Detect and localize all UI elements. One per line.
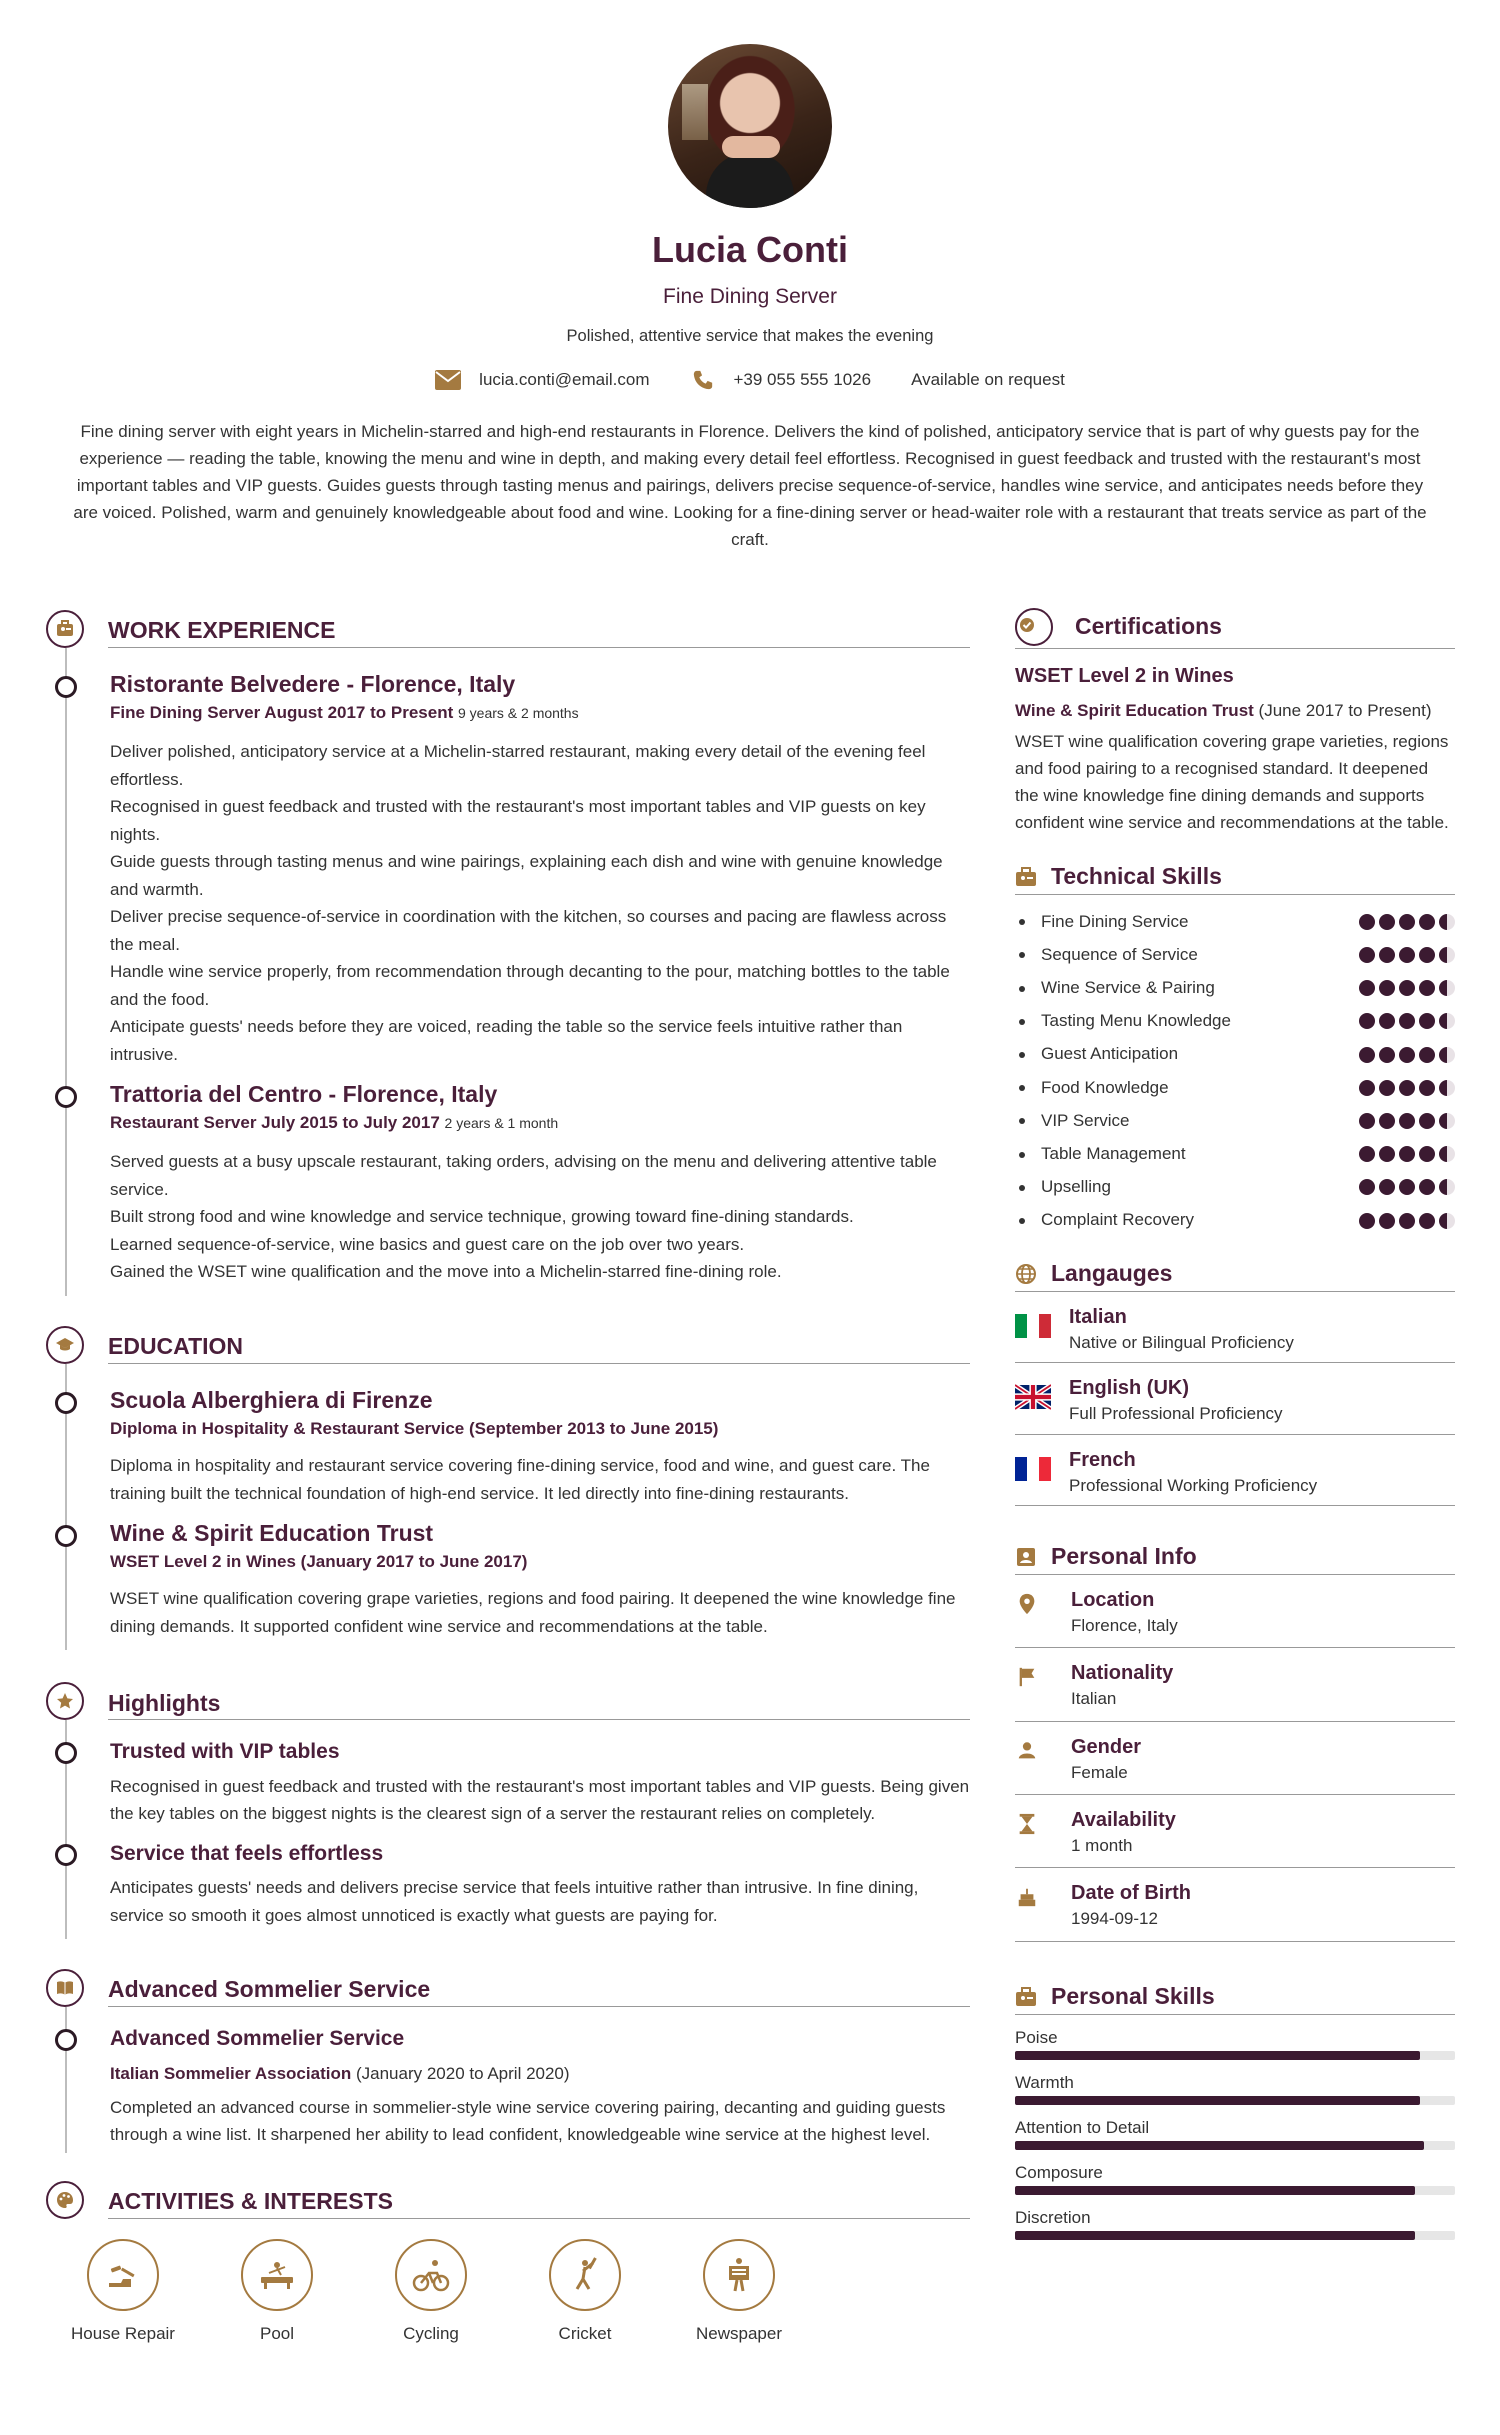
email-contact[interactable] [435,367,649,393]
rating-dot [1379,1213,1395,1229]
technical-skill-item [1015,1071,1455,1104]
skill-rating [1359,914,1455,930]
work-entry [110,670,970,1068]
skill-rating [1359,1047,1455,1063]
bullet-line: Anticipate guests' needs before they are voiced, reading the table so the service feels intuitive rather than intrusive. [110,1017,903,1064]
rating-dot [1439,1146,1455,1162]
personal-skills-section [1015,1982,1455,2240]
candidate-name: Lucia Conti [652,229,848,270]
skill-bar-fill [1015,2051,1420,2060]
languages-section [1015,1259,1455,1506]
interest-label: Cricket [558,2323,612,2343]
highlights-section [46,1680,970,1939]
technical-skills-list [1015,905,1455,1237]
cycling-icon [409,2253,453,2297]
section-title: EDUCATION [108,1332,970,1364]
briefcase-icon [1015,866,1037,888]
skill-bar-fill [1015,2141,1424,2150]
skill-rating [1359,1213,1455,1229]
course-description: Completed an advanced course in sommelier-style wine service covering pairing, decanting and guiding guests through a wine list. It sharpened her ability to lead confident, knowledgeable wine service at the highest level. [110,2097,946,2145]
rating-dot [1359,1213,1375,1229]
rating-dot [1359,980,1375,996]
activities-section [46,2179,970,2347]
course-entry [110,2025,970,2149]
info-key: Date of Birth [1071,1882,1191,1905]
rating-dot [1439,1013,1455,1029]
skill-name: Composure [1015,2162,1103,2182]
profile-summary: Fine dining server with eight years in Michelin-starred and high-end restaurants in Florence. Delivers the kind of polished, anticipatory service that is part of why guests pay for the experience — reading the table, knowing the menu and wine in depth, and making every detail feel effortless. Recognised in guest feedback and trusted with the restaurant's most important tables and VIP guests. Guides guests through tasting menus and pairings, delivers precise sequence-of-service, handles wine service, and anticipates needs before they are voiced. Polished, warm and genuinely knowledgeable about food and wine. Looking for a fine-dining server or head-waiter role with a restaurant that treats service as part of the craft. [73,421,1427,549]
section-title: Technical Skills [1051,863,1222,890]
rating-dot [1439,980,1455,996]
info-value: 1994-09-12 [1071,1909,1158,1929]
school-title: Scuola Alberghiera di Firenze [110,1386,433,1413]
profile-photo [668,44,832,208]
location-pin-icon [1017,1593,1037,1615]
phone-icon [690,369,716,391]
course-title: Advanced Sommelier Service [110,2027,405,2051]
info-key: Gender [1071,1735,1142,1758]
contact-row [0,367,1500,393]
id-card-icon [1015,1546,1037,1568]
rating-dot [1399,1013,1415,1029]
section-title: WORK EXPERIENCE [108,616,970,648]
pool-icon [255,2253,299,2297]
rating-dot [1419,1047,1435,1063]
timeline-dot [55,2029,77,2051]
rating-dot [1379,1047,1395,1063]
rating-dot [1419,1146,1435,1162]
section-title: Personal Info [1051,1543,1197,1570]
flag-icon [1017,1666,1037,1688]
interest-item [508,2239,662,2347]
person-icon [1017,1740,1037,1762]
rating-dot [1379,980,1395,996]
skill-rating [1359,947,1455,963]
skill-rating [1359,980,1455,996]
section-title: ACTIVITIES & INTERESTS [108,2187,970,2219]
italy-flag-icon [1015,1312,1051,1340]
rating-dot [1399,1080,1415,1096]
rating-dot [1419,1080,1435,1096]
duration: 2 years & 1 month [444,1115,559,1132]
rating-dot [1439,1113,1455,1129]
france-flag-icon [1015,1455,1051,1483]
language-item [1015,1292,1455,1363]
house-repair-icon [101,2253,145,2297]
education-description: WSET wine qualification covering grape varieties, regions and food pairing. It deepened the wine knowledge fine dining demands. It supported confident wine service and recommendations at the table. [110,1589,956,1636]
skill-name: Complaint Recovery [1041,1210,1195,1230]
section-title: Langauges [1051,1260,1173,1287]
personal-skills-list [1015,2027,1455,2240]
section-title: Highlights [108,1689,970,1721]
language-item [1015,1363,1455,1434]
rating-dot [1359,947,1375,963]
rating-dot [1439,914,1455,930]
technical-skill-item [1015,1138,1455,1171]
technical-skill-item [1015,972,1455,1005]
course-org: Italian Sommelier Association [110,2064,352,2084]
uk-flag-icon [1015,1383,1051,1411]
skill-name: Food Knowledge [1041,1077,1169,1097]
technical-skill-item [1015,1204,1455,1237]
rating-dot [1399,1146,1415,1162]
availability-contact [911,367,1065,393]
globe-icon [1015,1263,1037,1285]
skill-rating [1359,1146,1455,1162]
interests-list [46,2239,970,2347]
rating-dot [1419,1213,1435,1229]
rating-dot [1419,980,1435,996]
certification-org: Wine & Spirit Education Trust [1015,701,1254,720]
language-level: Full Professional Proficiency [1069,1404,1283,1424]
skill-name: Guest Anticipation [1041,1044,1179,1064]
language-level: Native or Bilingual Proficiency [1069,1333,1294,1352]
info-item-gender [1015,1722,1455,1795]
skill-name: Fine Dining Service [1041,911,1189,931]
palette-icon [46,2181,84,2219]
bullet-line: Built strong food and wine knowledge and service technique, growing toward fine-dining standards. [110,1207,854,1227]
rating-dot [1439,947,1455,963]
info-value: Florence, Italy [1071,1615,1178,1635]
rating-dot [1379,1179,1395,1195]
rating-dot [1379,1113,1395,1129]
rating-dot [1379,1013,1395,1029]
certification-name: WSET Level 2 in Wines [1015,665,1234,687]
book-icon [46,1969,84,2007]
hourglass-icon [1017,1813,1037,1835]
info-key: Location [1071,1588,1155,1611]
employer-title: Ristorante Belvedere - Florence, Italy [110,671,516,697]
bullet-line: Deliver polished, anticipatory service at a Michelin-starred restaurant, making every detail of the evening feel effortless. [110,742,926,789]
skill-name: VIP Service [1041,1110,1130,1130]
rating-dot [1399,947,1415,963]
rating-dot [1439,1179,1455,1195]
interest-item [662,2239,816,2347]
rating-dot [1399,914,1415,930]
skill-rating [1359,1080,1455,1096]
highlight-entry [110,1738,970,1827]
personal-skill-item [1015,2207,1455,2240]
info-key: Availability [1071,1808,1176,1831]
certification-description: WSET wine qualification covering grape varieties, regions and food pairing to a recognised standard. It deepened the wine knowledge fine dining demands and supports confident wine service and recommendations at the table. [1015,732,1449,833]
rating-dot [1379,1080,1395,1096]
school-title: Wine & Spirit Education Trust [110,1520,434,1547]
rating-dot [1399,1113,1415,1129]
section-title: Certifications [1075,613,1222,640]
technical-skill-item [1015,1171,1455,1204]
highlight-description: Recognised in guest feedback and trusted with the restaurant's most important tables and VIP guests. Being given the key tables on the biggest nights is the clearest sign of a server the restaurant relies on completely. [110,1776,970,1824]
skill-name: Tasting Menu Knowledge [1041,1011,1231,1031]
personal-skill-item [1015,2072,1455,2105]
skill-name: Sequence of Service [1041,944,1198,964]
info-item-location [1015,1575,1455,1648]
rating-dot [1419,947,1435,963]
rating-dot [1399,1213,1415,1229]
newspaper-icon [717,2253,761,2297]
skill-bar [1015,2231,1455,2240]
rating-dot [1399,1047,1415,1063]
rating-dot [1359,1047,1375,1063]
job-title: Fine Dining Server [663,285,837,309]
interest-label: Newspaper [696,2323,782,2343]
timeline-dot [55,1392,77,1414]
interest-item [46,2239,200,2347]
skill-name: Wine Service & Pairing [1041,978,1215,998]
rating-dot [1359,1013,1375,1029]
skill-bar-fill [1015,2231,1415,2240]
rating-dot [1399,1179,1415,1195]
skill-name: Upselling [1041,1177,1111,1197]
timeline-dot [55,676,77,698]
star-icon [46,1682,84,1720]
info-value: 1 month [1071,1835,1133,1855]
education-description: Diploma in hospitality and restaurant service covering fine-dining service, food and wine, and guest care. The training built the technical foundation of high-end service. It led directly into fine-dining restaurants. [110,1456,930,1503]
role-dates: Fine Dining Server August 2017 to Present [110,702,454,722]
rating-dot [1379,947,1395,963]
personal-skill-item [1015,2027,1455,2060]
language-item [1015,1435,1455,1506]
cake-icon [1017,1886,1037,1908]
skill-name: Warmth [1015,2072,1074,2092]
rating-dot [1439,1047,1455,1063]
rating-dot [1419,914,1435,930]
skill-bar [1015,2096,1455,2105]
technical-skill-item [1015,905,1455,938]
degree-dates: Diploma in Hospitality & Restaurant Service (September 2013 to June 2015) [110,1418,719,1438]
timeline-dot [55,1844,77,1866]
employer-title: Trattoria del Centro - Florence, Italy [110,1081,498,1108]
course-dates: (January 2020 to April 2020) [355,2064,570,2084]
skill-bar [1015,2186,1455,2195]
resume-header [0,0,1500,553]
technical-skill-item [1015,1038,1455,1071]
skill-name: Table Management [1041,1143,1186,1163]
skill-bar [1015,2141,1455,2150]
work-entry [110,1080,970,1286]
rating-dot [1379,914,1395,930]
skill-bar [1015,2051,1455,2060]
skill-name: Poise [1015,2027,1058,2047]
language-name: French [1069,1448,1136,1471]
personal-skill-item [1015,2162,1455,2195]
info-value: Italian [1071,1689,1117,1709]
technical-skills-section [1015,862,1455,1237]
technical-skill-item [1015,1005,1455,1038]
interest-item [354,2239,508,2347]
rating-dot [1399,980,1415,996]
interest-label: House Repair [71,2323,175,2343]
skill-name: Attention to Detail [1015,2117,1150,2137]
work-experience-section [46,608,970,1296]
skill-bar-fill [1015,2186,1415,2195]
bullet-line: Guide guests through tasting menus and wine pairings, explaining each dish and wine with genuine knowledge and warmth. [110,852,943,899]
info-item-nationality [1015,1648,1455,1721]
duration: 9 years & 2 months [457,704,579,721]
briefcase-icon [46,610,84,648]
certification-dates: (June 2017 to Present) [1258,701,1432,720]
section-title: Advanced Sommelier Service [108,1975,970,2007]
info-item-availability [1015,1795,1455,1868]
education-entry [110,1386,970,1507]
certificate-badge-icon [1015,608,1053,646]
timeline-dot [55,1525,77,1547]
phone-text: +39 055 555 1026 [733,370,872,390]
rating-dot [1359,1113,1375,1129]
section-title: Personal Skills [1051,1982,1215,2009]
info-item-date-of-birth [1015,1868,1455,1941]
highlight-title: Trusted with VIP tables [110,1740,340,1764]
cricket-icon [563,2253,607,2297]
timeline-dot [55,1086,77,1108]
interest-label: Pool [259,2323,295,2343]
rating-dot [1359,1080,1375,1096]
skill-rating [1359,1013,1455,1029]
tagline: Polished, attentive service that makes the evening [566,326,934,345]
email-icon [435,369,461,391]
education-entry [110,1519,970,1640]
highlight-title: Service that feels effortless [110,1841,384,1865]
phone-contact[interactable] [690,367,872,393]
bullet-line: Recognised in guest feedback and trusted with the restaurant's most important tables and VIP guests on key nights. [110,797,926,844]
interest-label: Cycling [403,2323,459,2343]
skill-rating [1359,1179,1455,1195]
availability-text: Available on request [911,370,1065,390]
skill-name: Discretion [1015,2207,1091,2227]
bullet-line: Gained the WSET wine qualification and the move into a Michelin-starred fine-dining role. [110,1262,782,1282]
left-column [46,608,970,2347]
rating-dot [1379,1146,1395,1162]
language-name: English (UK) [1069,1377,1189,1400]
info-key: Nationality [1071,1662,1174,1685]
graduation-cap-icon [46,1326,84,1364]
language-level: Professional Working Proficiency [1069,1475,1318,1495]
skill-bar-fill [1015,2096,1420,2105]
highlight-description: Anticipates guests' needs and delivers precise service that feels intuitive rather than intrusive. In fine dining, service so smooth it goes almost unnoticed is exactly what guests are paying for. [110,1878,919,1925]
language-name: Italian [1069,1306,1127,1328]
technical-skill-item [1015,1104,1455,1137]
rating-dot [1359,914,1375,930]
right-column [1015,608,1455,2240]
personal-info-section [1015,1542,1455,1942]
rating-dot [1439,1080,1455,1096]
bullet-line: Learned sequence-of-service, wine basics and guest care on the job over two years. [110,1234,745,1254]
rating-dot [1419,1179,1435,1195]
rating-dot [1419,1013,1435,1029]
email-text: lucia.conti@email.com [479,370,650,390]
skill-rating [1359,1113,1455,1129]
rating-dot [1359,1179,1375,1195]
education-section [46,1324,970,1650]
highlight-entry [110,1840,970,1929]
bullet-line: Deliver precise sequence-of-service in coordination with the kitchen, so courses and pacing are flawless across the meal. [110,907,947,954]
rating-dot [1359,1146,1375,1162]
role-dates: Restaurant Server July 2015 to July 2017 [110,1113,440,1133]
bullet-line: Handle wine service properly, from recommendation through decanting to the pour, matching bottles to the table and the food. [110,962,950,1009]
timeline-dot [55,1742,77,1764]
technical-skill-item [1015,938,1455,971]
briefcase-icon [1015,1986,1037,2008]
interest-item [200,2239,354,2347]
bullet-line: Served guests at a busy upscale restaurant, taking orders, advising on the menu and delivering attentive table service. [110,1152,937,1199]
certifications-section [1015,608,1455,836]
sommelier-section [46,1967,970,2153]
degree-dates: WSET Level 2 in Wines (January 2017 to June 2017) [110,1552,528,1572]
info-value: Female [1071,1762,1128,1782]
personal-skill-item [1015,2117,1455,2150]
rating-dot [1439,1213,1455,1229]
rating-dot [1419,1113,1435,1129]
